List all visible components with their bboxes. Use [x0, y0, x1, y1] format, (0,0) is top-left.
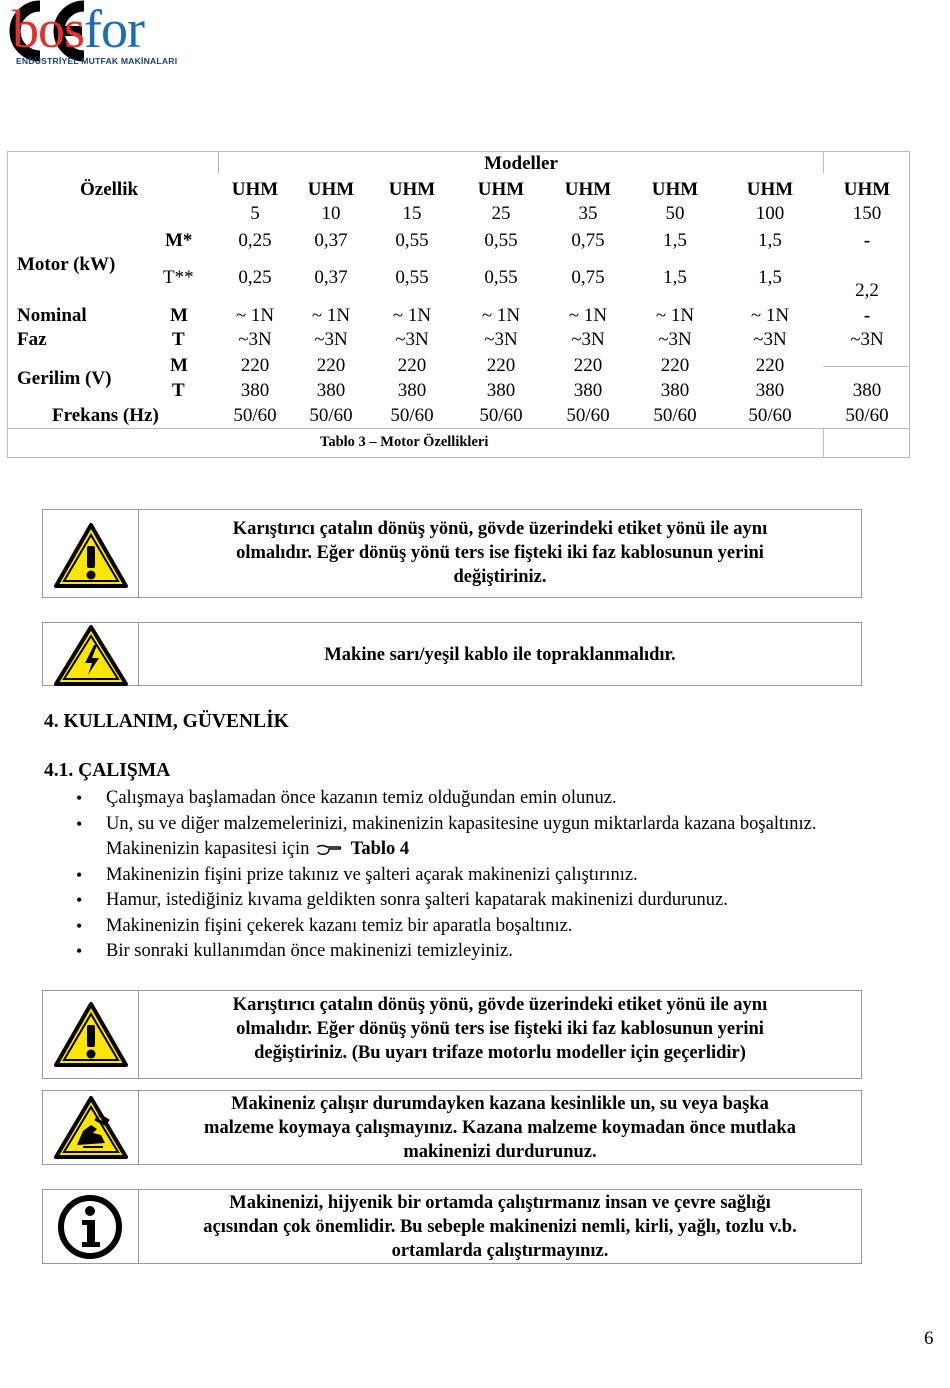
cell: ~ 1N: [655, 305, 695, 326]
cell: ~3N: [850, 329, 884, 350]
warning-box-rotation: [42, 509, 862, 598]
info-line: Makinenizi, hijyenik bir ortamda çalıştırmanız insan ve çevre sağlığı: [229, 1193, 771, 1213]
cell: 380: [852, 380, 882, 401]
cell: ~3N: [314, 329, 348, 350]
logo-text-2: for: [84, 0, 144, 59]
cell: ~ 1N: [750, 305, 790, 326]
warning-triangle-icon: [53, 522, 129, 590]
warning-line: Karıştırıcı çatalın dönüş yönü, gövde üzerindeki etiket yönü ile aynı: [232, 519, 768, 539]
model-col: 15: [402, 203, 422, 224]
logo-subtitle: ENDÜSTRİYEL MUTFAK MAKİNALARI: [16, 56, 178, 66]
row-sublabel: M*: [165, 230, 193, 251]
list-item: [76, 939, 946, 965]
cell: ~3N: [484, 329, 518, 350]
pointing-hand-icon: [316, 843, 342, 857]
cell: 220: [573, 355, 603, 376]
cell: 0,25: [238, 267, 272, 288]
cell: 220: [486, 355, 516, 376]
model-col: 25: [491, 203, 511, 224]
info-icon: [55, 1194, 125, 1260]
cell: 380: [660, 380, 690, 401]
info-box-hygiene: [42, 1189, 862, 1264]
capacity-note: Makinenizin kapasitesi için: [106, 839, 310, 859]
instruction-list: [76, 786, 946, 965]
cell: 220: [755, 355, 785, 376]
cell: 50/60: [653, 405, 697, 426]
cell: 380: [755, 380, 785, 401]
list-item-text: Makinenizin fişini çekerek kazanı temiz bir aparatla boşaltınız.: [106, 915, 573, 936]
warning-triangle-icon: [53, 1001, 129, 1069]
cell: 380: [240, 380, 270, 401]
model-col: 10: [321, 203, 341, 224]
model-col: 50: [665, 203, 685, 224]
model-col: UHM: [843, 179, 891, 200]
list-item-text: Un, su ve diğer malzemelerinizi, makinenizin kapasitesine uygun miktarlarda kazana boşaltınız.: [106, 813, 817, 834]
logo: [12, 0, 144, 59]
cell: ~3N: [395, 329, 429, 350]
warning-box-three-phase: [42, 990, 862, 1079]
feature-header: Özellik: [80, 179, 139, 200]
model-col: UHM: [388, 179, 436, 200]
warning-line: değiştiriniz. (Bu uyarı trifaze motorlu modeller için geçerlidir): [254, 1043, 746, 1063]
row-label-faz-1: Nominal: [17, 305, 87, 326]
cell: 0,25: [238, 230, 272, 251]
cell: 380: [573, 380, 603, 401]
page-number: 6: [924, 1328, 934, 1349]
warning-line: Karıştırıcı çatalın dönüş yönü, gövde üzerindeki etiket yönü ile aynı: [232, 995, 768, 1015]
cell: ~ 1N: [392, 305, 432, 326]
cell: 0,55: [484, 230, 518, 251]
cell: 50/60: [309, 405, 353, 426]
cell: 50/60: [479, 405, 523, 426]
model-col: 35: [578, 203, 598, 224]
model-col: 5: [250, 203, 260, 224]
list-item: [76, 888, 946, 914]
cell: 50/60: [390, 405, 434, 426]
cell: 0,55: [395, 230, 429, 251]
model-col: UHM: [746, 179, 794, 200]
subsection-heading: 4.1. ÇALIŞMA: [44, 760, 171, 781]
cell: 220: [660, 355, 690, 376]
cell: 50/60: [233, 405, 277, 426]
warning-line: olmalıdır. Eğer dönüş yönü ters ise fişteki iki faz kablosunun yerini: [236, 1019, 764, 1039]
warning-line: olmalıdır. Eğer dönüş yönü ters ise fişteki iki faz kablosunun yerini: [236, 543, 764, 563]
cell: 0,55: [484, 267, 518, 288]
list-item: [76, 914, 946, 940]
warning-line: makinenizi durdurunuz.: [403, 1142, 597, 1162]
model-col: UHM: [477, 179, 525, 200]
cell: 0,75: [571, 230, 605, 251]
logo-text-1: bos: [12, 0, 85, 59]
model-col: UHM: [651, 179, 699, 200]
electric-hazard-icon: [53, 625, 129, 687]
hand-crush-hazard-icon: [53, 1095, 129, 1161]
list-item-text: Hamur, istediğiniz kıvama geldikten sonra şalteri kapatarak makinenizi durdurunuz.: [106, 890, 728, 910]
cell: ~3N: [238, 329, 272, 350]
cell: 0,37: [314, 230, 348, 251]
list-item: [76, 786, 946, 812]
cell: 50/60: [845, 405, 889, 426]
cell: 1,5: [663, 230, 687, 251]
cell: ~ 1N: [568, 305, 608, 326]
model-col: UHM: [231, 179, 279, 200]
section-heading: 4. KULLANIM, GÜVENLİK: [44, 711, 289, 732]
cell: 380: [316, 380, 346, 401]
cell: 0,75: [571, 267, 605, 288]
cell: 50/60: [566, 405, 610, 426]
cell: 220: [316, 355, 346, 376]
row-sublabel: T: [172, 329, 185, 350]
cell: 220: [397, 355, 427, 376]
warning-line: Makine sarı/yeşil kablo ile topraklanmalıdır.: [324, 645, 676, 665]
cell: 50/60: [748, 405, 792, 426]
table-caption: Tablo 3 – Motor Özellikleri: [320, 434, 489, 450]
warning-line: Makineniz çalışır durumdayken kazana kesinlikle un, su veya başka: [231, 1094, 769, 1114]
capacity-ref: Tablo 4: [350, 839, 410, 859]
row-label-gerilim: Gerilim (V): [17, 368, 112, 389]
cell: 1,5: [758, 230, 782, 251]
cell: -: [863, 230, 871, 251]
cell: 380: [397, 380, 427, 401]
model-col: 150: [852, 203, 882, 224]
warning-box-running: [42, 1090, 862, 1165]
row-sublabel: T: [172, 380, 185, 401]
row-sublabel: T**: [163, 267, 194, 288]
info-line: açısından çok önemlidir. Bu sebeple makinenizi nemli, kirli, yağlı, tozlu v.b.: [203, 1217, 797, 1237]
cell: 1,5: [758, 267, 782, 288]
cell: -: [863, 305, 871, 326]
cell: ~ 1N: [311, 305, 351, 326]
cell: ~ 1N: [481, 305, 521, 326]
cell: ~3N: [753, 329, 787, 350]
warning-line: değiştiriniz.: [453, 567, 547, 587]
cell: 0,55: [395, 267, 429, 288]
cell: 220: [240, 355, 270, 376]
model-col: UHM: [307, 179, 355, 200]
list-item: [76, 863, 946, 889]
row-label-frekans: Frekans (Hz): [52, 405, 159, 426]
warning-box-grounding: [42, 622, 862, 686]
list-item-text: Makinenizin fişini prize takınız ve şalteri açarak makinenizi çalıştırınız.: [106, 864, 638, 885]
models-header: Modeller: [484, 153, 558, 174]
model-col: UHM: [564, 179, 612, 200]
row-label-motor: Motor (kW): [17, 254, 116, 275]
cell: 1,5: [663, 267, 687, 288]
list-item: [76, 812, 946, 863]
cell: 380: [486, 380, 516, 401]
model-col: 100: [755, 203, 785, 224]
cell: ~ 1N: [235, 305, 275, 326]
cell: ~3N: [658, 329, 692, 350]
warning-line: malzeme koymaya çalışmayınız. Kazana malzeme koymadan önce mutlaka: [204, 1118, 796, 1138]
cell: 2,2: [855, 280, 879, 301]
row-label-faz-2: Faz: [17, 329, 47, 350]
info-line: ortamlarda çalıştırmayınız.: [391, 1241, 609, 1261]
cell: ~3N: [571, 329, 605, 350]
row-sublabel: M: [170, 355, 188, 376]
list-item-text: Bir sonraki kullanımdan önce makinenizi temizleyiniz.: [106, 941, 513, 961]
cell: 0,37: [314, 267, 348, 288]
row-sublabel: M: [170, 305, 188, 326]
list-item-text: Çalışmaya başlamadan önce kazanın temiz olduğundan emin olunuz.: [106, 788, 617, 808]
